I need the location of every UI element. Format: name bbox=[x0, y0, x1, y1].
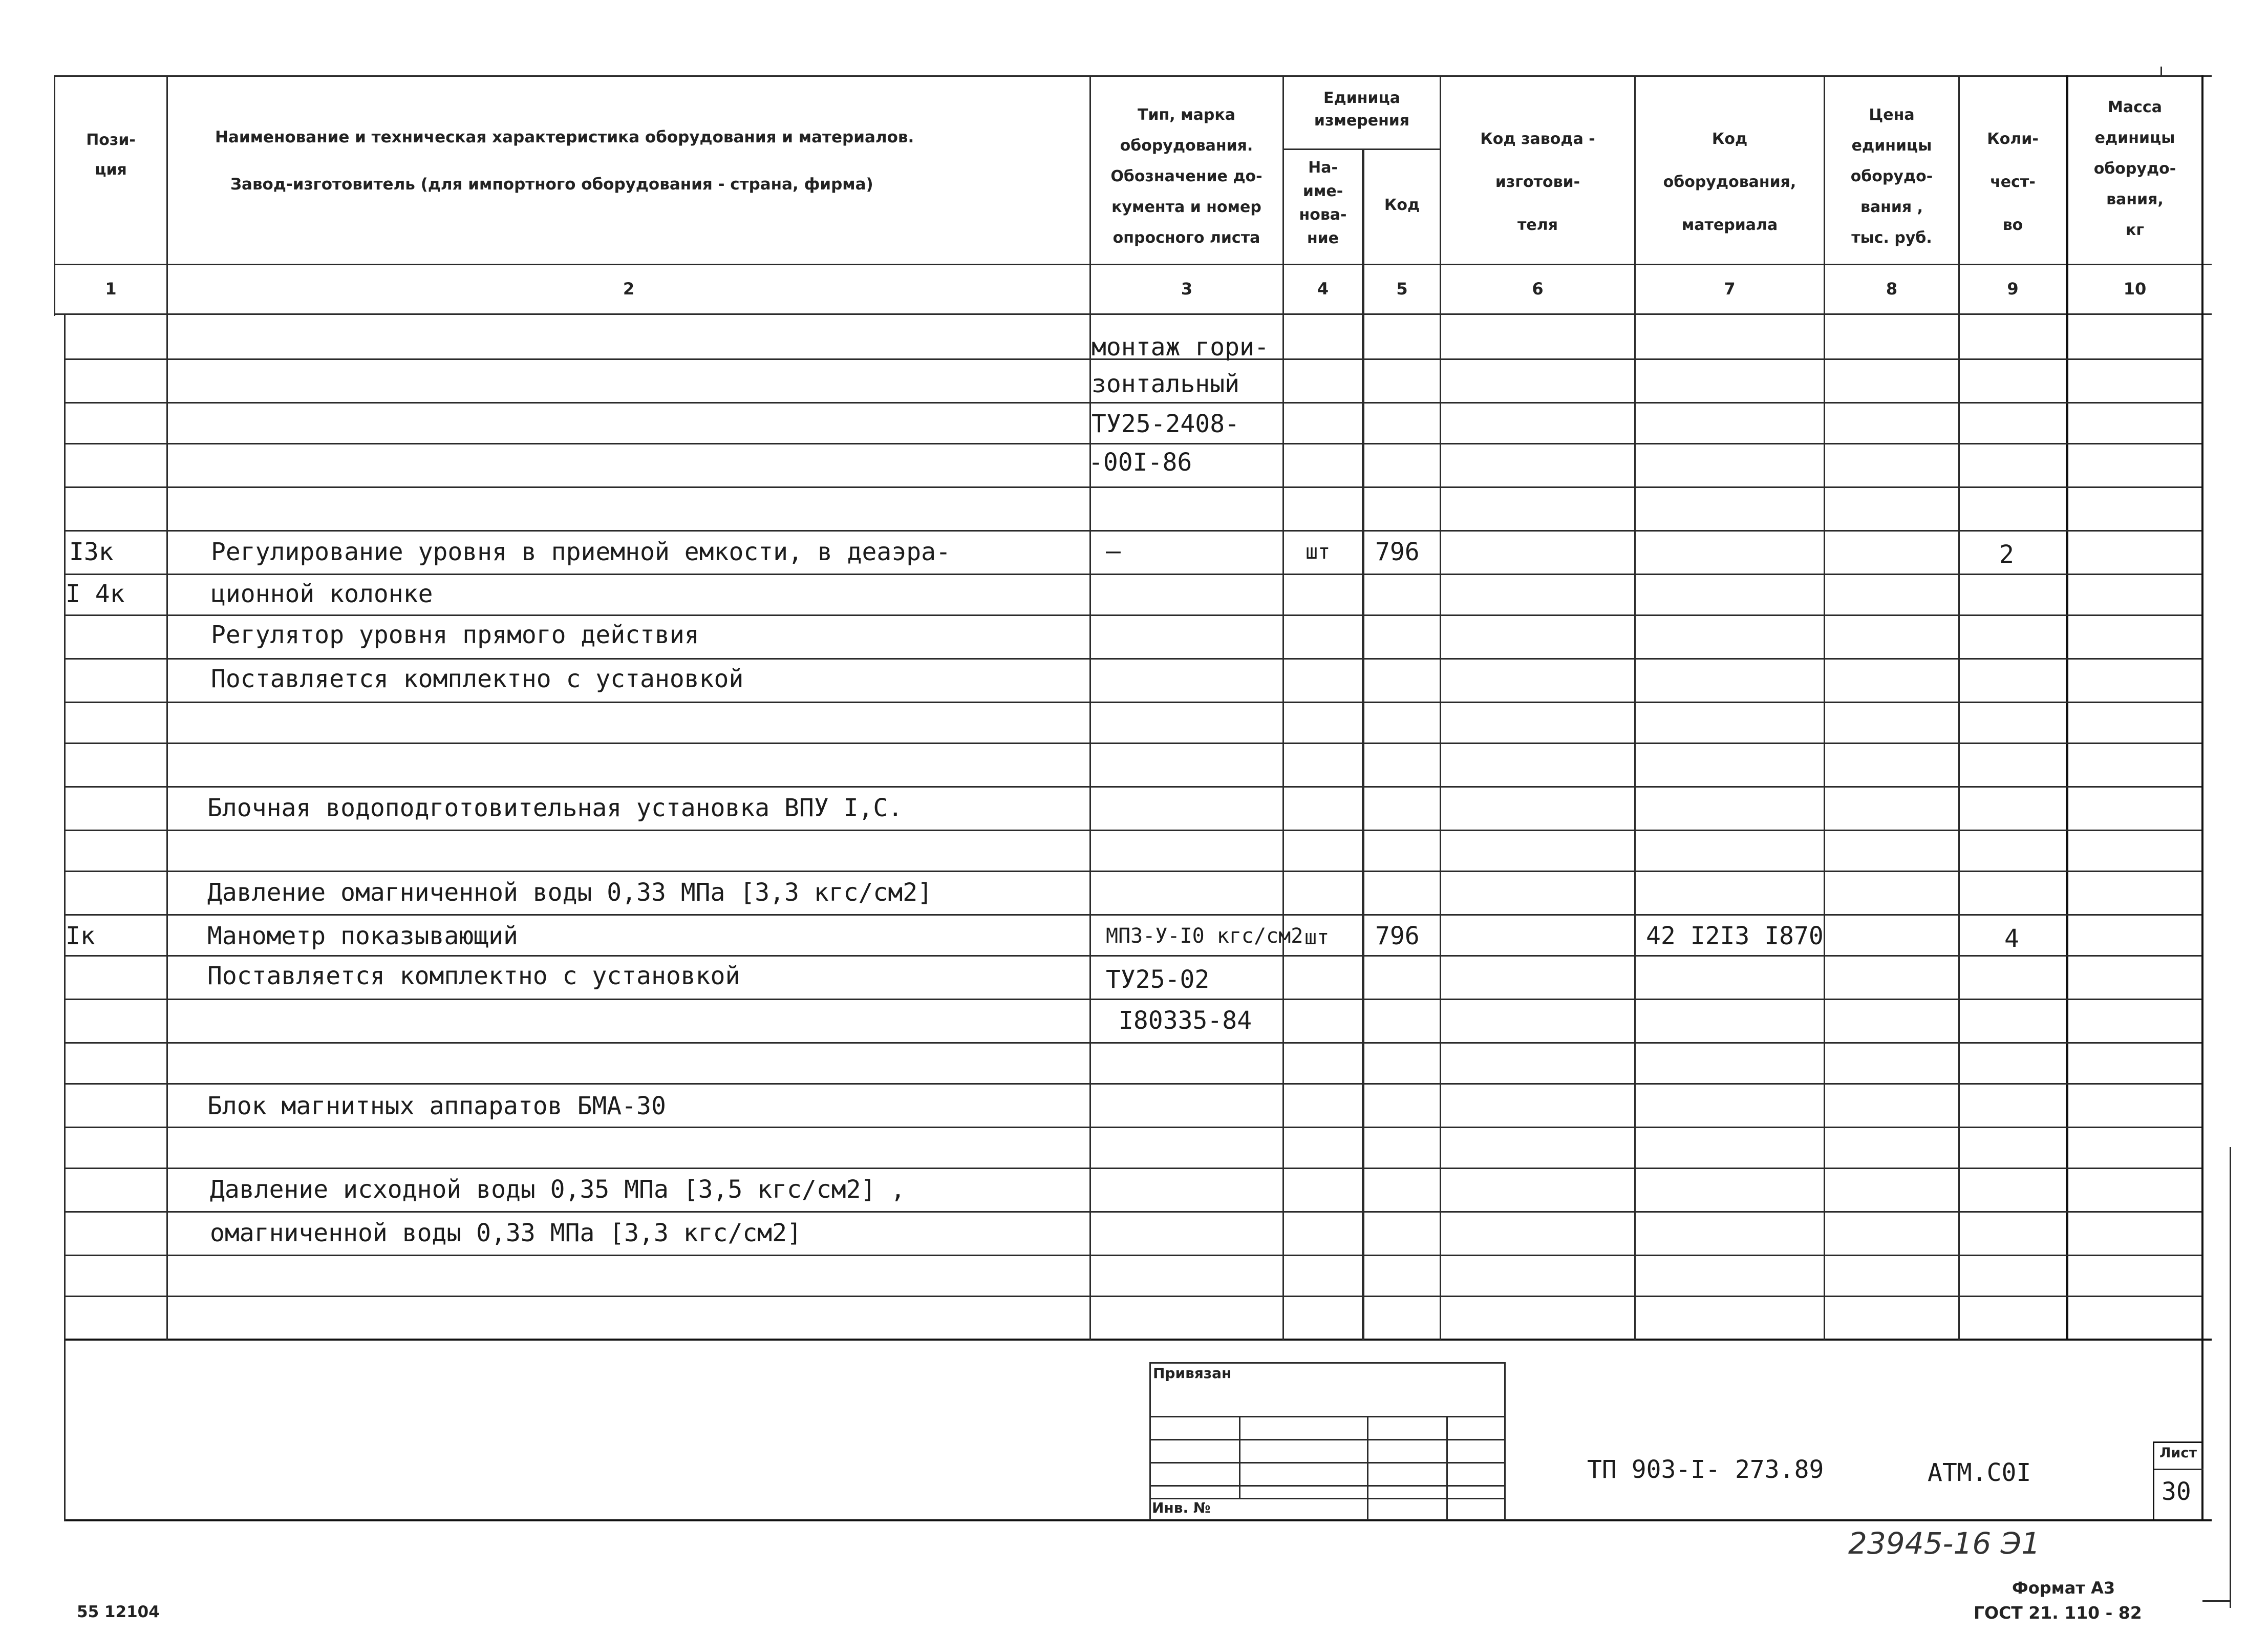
col-number: 4 bbox=[1317, 279, 1329, 299]
cell-name: Давление омагниченной воды 0,33 МПа [3,3 кгс/см2] bbox=[207, 878, 933, 907]
format-label: Формат А3 bbox=[2012, 1578, 2115, 1598]
header-unit-mass: Масса единицы оборудо- вания, кг bbox=[2093, 98, 2176, 239]
cell-type: ТУ25-02 bbox=[1106, 965, 1210, 994]
header-unit-price: Цена единицы оборудо- вания , тыс. руб. bbox=[1850, 106, 1933, 247]
header-unit-name: На- име- нова- ние bbox=[1299, 159, 1347, 247]
header-type-mark: Тип, марка оборудования. Обозначение до- кумента и номер опросного листа bbox=[1110, 106, 1263, 247]
cell-unit-code: 796 bbox=[1375, 538, 1420, 566]
cell-quantity: 4 bbox=[2004, 924, 2019, 953]
handwritten-number: 23945-16 Э1 bbox=[1848, 1526, 2041, 1561]
cell-type: -00I-86 bbox=[1088, 448, 1192, 477]
cell-position: Iк bbox=[66, 922, 95, 950]
header-unit-code: Код bbox=[1384, 196, 1420, 214]
header-name-line1: Наименование и техническая характеристика оборудования и материалов. bbox=[215, 128, 914, 146]
cell-name: Поставляется комплектно с установкой bbox=[207, 962, 740, 990]
privyazan-label: Привязан bbox=[1153, 1365, 1232, 1382]
cell-position: I 4к bbox=[66, 580, 125, 608]
cell-name: Блочная водоподготовительная установка ВПУ I,С. bbox=[207, 794, 903, 822]
header-position: Пози- ция bbox=[86, 131, 136, 179]
cell-name: омагниченной воды 0,33 МПа [3,3 кгс/см2] bbox=[210, 1219, 802, 1247]
cell-position: I3к bbox=[69, 538, 114, 566]
cell-name: Регулятор уровня прямого действия bbox=[211, 621, 699, 649]
header-unit-group: Единица измерения bbox=[1314, 89, 1410, 130]
cell-type: МПЗ-У-I0 кгс/см2 bbox=[1106, 924, 1303, 948]
col-number: 10 bbox=[2123, 279, 2147, 299]
inventory-number-label: Инв. № bbox=[1152, 1499, 1211, 1516]
col-number: 5 bbox=[1396, 279, 1408, 299]
col-number: 8 bbox=[1886, 279, 1898, 299]
header-equipment-code: Код оборудования, материала bbox=[1663, 130, 1796, 234]
document-code: ТП 903-I- 273.89 bbox=[1587, 1455, 1824, 1484]
cell-type: I80335-84 bbox=[1119, 1006, 1252, 1035]
cell-unit-code: 796 bbox=[1375, 922, 1420, 950]
cell-unit-name: шт bbox=[1304, 926, 1330, 949]
sheet-label: Лист bbox=[2159, 1445, 2197, 1461]
cell-type: – bbox=[1106, 537, 1121, 565]
cell-name: Поставляется комплектно с установкой bbox=[211, 665, 744, 693]
header-quantity: Коли- чест- во bbox=[1987, 130, 2039, 234]
left-code: 55 12104 bbox=[77, 1603, 160, 1621]
cell-name: Манометр показывающий bbox=[207, 922, 518, 950]
cell-type: зонтальный bbox=[1092, 370, 1239, 398]
header-name-line2: Завод-изготовитель (для импортного оборудования - страна, фирма) bbox=[230, 175, 873, 194]
cell-type: монтаж гори- bbox=[1092, 333, 1269, 362]
document-mark: АТМ.С0I bbox=[1928, 1458, 2031, 1487]
gost-label: ГОСТ 21. 110 - 82 bbox=[1974, 1603, 2142, 1623]
cell-name: Блок магнитных аппаратов БМА-30 bbox=[207, 1092, 666, 1120]
cell-quantity: 2 bbox=[1999, 540, 2014, 569]
cell-name: Регулирование уровня в приемной емкости, в деаэра- bbox=[211, 538, 951, 566]
cell-unit-name: шт bbox=[1306, 540, 1331, 564]
header-plant-code: Код завода - изготови- теля bbox=[1480, 130, 1595, 234]
col-number: 6 bbox=[1532, 279, 1544, 299]
col-number: 7 bbox=[1724, 279, 1736, 299]
cell-name: ционной колонке bbox=[211, 580, 433, 608]
cell-equipment-code: 42 I2I3 I870 bbox=[1646, 922, 1824, 950]
col-number: 9 bbox=[2007, 279, 2019, 299]
col-number: 2 bbox=[623, 279, 635, 299]
col-number: 3 bbox=[1181, 279, 1193, 299]
cell-name: Давление исходной воды 0,35 МПа [3,5 кгс/см2] , bbox=[210, 1175, 906, 1204]
cell-type: ТУ25-2408- bbox=[1092, 410, 1239, 438]
sheet-number: 30 bbox=[2162, 1477, 2191, 1506]
col-number: 1 bbox=[105, 279, 117, 299]
